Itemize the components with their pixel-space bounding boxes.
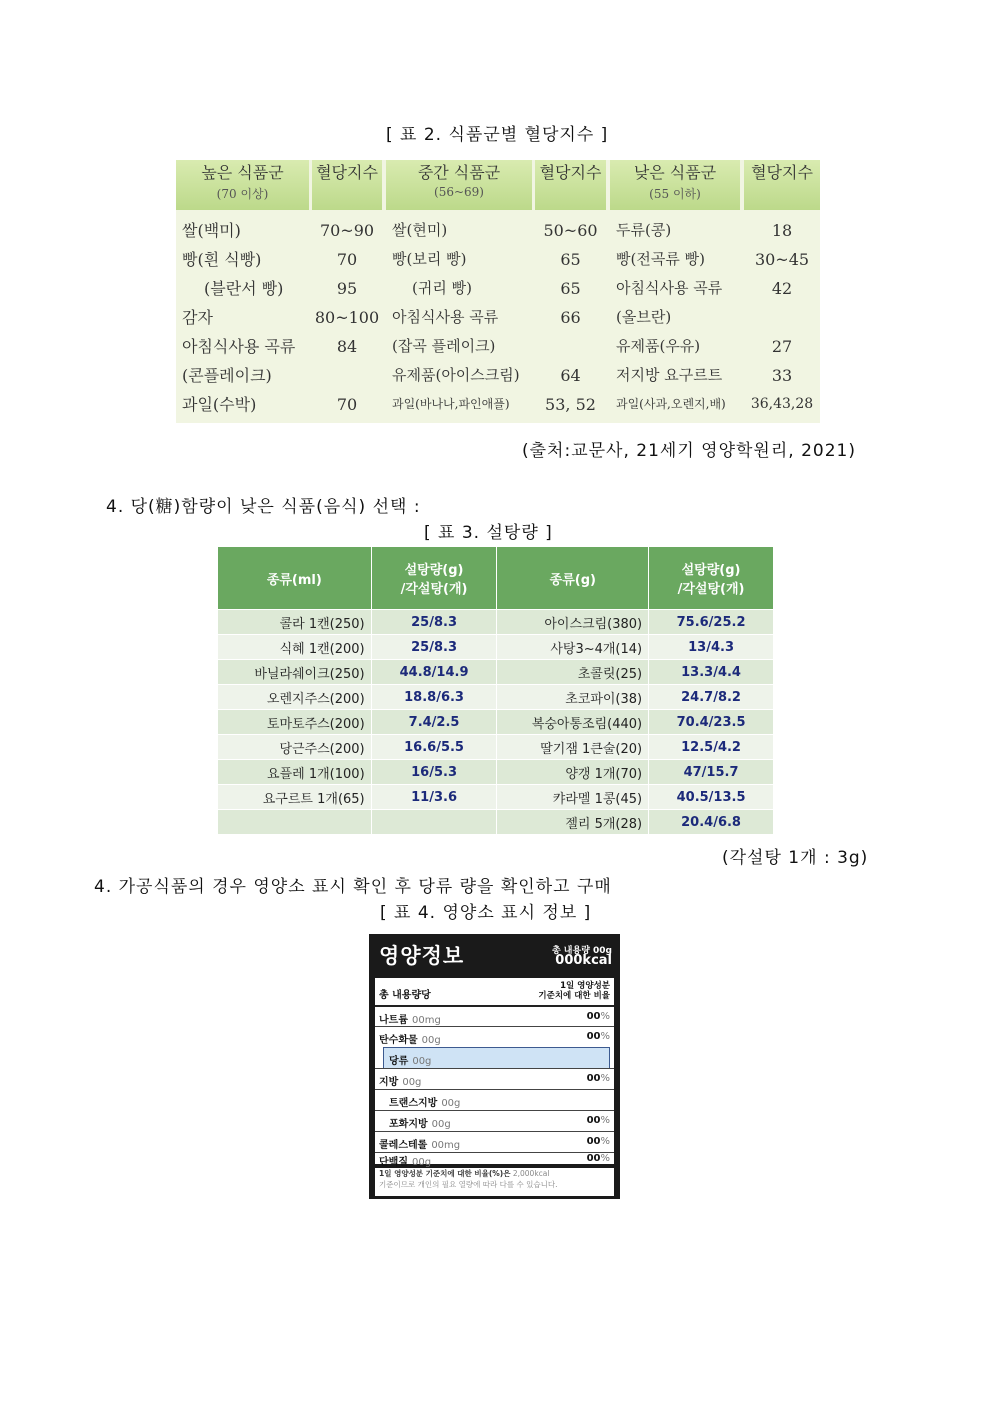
nutrition-label-header [369,934,620,978]
item-value: 70.4/23.5 [649,710,774,735]
gi-cell: 18 [771,221,793,240]
nutrient-row-sodium: 나트륨 00mg 00% [375,1005,614,1027]
daily-ratio-label: 1일 영양성분 기준치에 대한 비율 [538,981,610,1001]
item-value: 18.8/6.3 [371,685,497,710]
nutrient-row-protein: 단백질 00g 00% [375,1152,614,1165]
item-name: 캬라멜 1콩(45) [497,785,649,810]
table3-caption: [ 표 3. 설탕량 ] [424,523,553,543]
item-name: 식혜 1캔(200) [218,635,372,660]
nutrition-footnote: 1일 영양성분 기준치에 대한 비율(%)은 2,000kcal 기준이므로 개인의 필요 열량에 따라 다를 수 있습니다. [375,1168,614,1196]
item-name: 딸기잼 1큰술(20) [497,735,649,760]
item-value: 40.5/13.5 [649,785,774,810]
sugar-content-table [217,546,774,835]
item-value: 44.8/14.9 [371,660,497,685]
item-name: 요플레 1개(100) [218,760,372,785]
nutrient-row-carbohydrate: 탄수화물 00g 00% [375,1026,614,1047]
item-name: 오렌지주스(200) [218,685,372,710]
food-cell: 빵(전곡류 빵) [616,250,705,268]
header-main: 혈당지수 [751,163,813,182]
table-row [218,610,774,635]
item-value: 25/8.3 [371,635,497,660]
header-sugar-amount: 설탕량(g) /각설탕(개) [371,547,497,610]
table-row [218,785,774,810]
item-name: 젤리 5개(28) [497,810,649,835]
food-cell: (콘플레이크) [182,366,272,385]
item-name: 사탕3~4개(14) [497,635,649,660]
gi-cell: 80~100 [314,308,380,327]
gi-cell: 27 [771,337,793,356]
header-mid-foods [386,160,532,210]
food-cell: 빵(흰 식빵) [182,250,262,269]
food-cell: 아침식사용 곡류 [182,337,296,356]
table-row [218,735,774,760]
food-cell: (올브란) [616,308,672,326]
nutrient-row-sugars: 당류 00g [389,1056,432,1067]
gi-cell: 70 [336,395,358,414]
sugar-cube-note: (각설탕 1개 : 3g) [722,848,869,868]
item-value [371,810,497,835]
nutrient-row-trans-fat: 트랜스지방 00g [375,1089,614,1110]
total-amount: 총 내용량 00g [551,946,612,956]
high-gi-column [312,216,382,419]
header-main: 혈당지수 [539,163,602,182]
item-value: 20.4/6.8 [649,810,774,835]
gi-cell: 33 [771,366,793,385]
item-name: 아이스크림(380) [497,610,649,635]
gi-cell: 50~60 [543,221,598,240]
food-cell: 저지방 요구르트 [616,366,723,384]
food-cell: 과일(바나나,파인애플) [392,397,510,411]
gi-cell: 65 [560,279,581,298]
nutrition-title: 영양정보 [379,944,465,968]
nutrient-row-saturated-fat: 포화지방 00g 00% [375,1110,614,1131]
high-foods-column [182,216,312,419]
table-row [218,635,774,660]
header-gi-3 [744,160,820,210]
header-main: 중간 식품군 [417,163,501,182]
low-gi-column [744,216,820,419]
item-value: 13/4.3 [649,635,774,660]
item-name: 콜라 1캔(250) [218,610,372,635]
section-heading-processed-food: 4. 가공식품의 경우 영양소 표시 확인 후 당류 량을 확인하고 구매 [94,877,612,897]
gi-cell: 42 [771,279,793,298]
table2-source: (출처:교문사, 21세기 영양학원리, 2021) [522,441,856,461]
item-value: 75.6/25.2 [649,610,774,635]
food-cell: 빵(보리 빵) [392,250,467,268]
nutrient-row-fat: 지방 00g 00% [375,1068,614,1089]
item-value: 47/15.7 [649,760,774,785]
table-header-row [218,547,774,610]
food-cell: 과일(수박) [182,395,257,414]
calories: 000kcal [555,953,612,968]
header-gi-1 [312,160,382,210]
item-name [218,810,372,835]
per-amount-label: 총 내용량당 [379,990,431,1001]
header-sugar-amount: 설탕량(g) /각설탕(개) [649,547,774,610]
food-cell: 유제품(우유) [616,337,701,355]
item-value: 25/8.3 [371,610,497,635]
header-sub: (70 이상) [216,187,269,201]
gi-cell: 64 [560,366,581,385]
food-cell: 과일(사과,오렌지,배) [616,397,726,411]
nutrition-label-body [375,978,614,1168]
item-name: 요구르트 1개(65) [218,785,372,810]
gi-cell [744,303,820,332]
low-foods-column [616,216,744,419]
item-name: 바닐라쉐이크(250) [218,660,372,685]
item-name: 양갱 1개(70) [497,760,649,785]
table-row [218,660,774,685]
gi-cell: 70 [336,250,358,269]
gi-cell: 95 [336,279,358,298]
food-cell: 아침식사용 곡류 [616,279,723,297]
gi-cell [535,332,606,361]
item-value: 11/3.6 [371,785,497,810]
header-main: 낮은 식품군 [633,163,717,182]
table2-caption: [ 표 2. 식품군별 혈당지수 ] [386,125,609,145]
header-main: 높은 식품군 [201,163,284,182]
item-value: 16.6/5.5 [371,735,497,760]
header-type-ml: 종류(ml) [218,547,372,610]
item-value: 7.4/2.5 [371,710,497,735]
gi-cell [312,361,382,390]
food-cell: 쌀(현미) [392,221,448,239]
gi-cell: 53, 52 [545,395,596,414]
header-high-foods [176,160,309,210]
header-main: 혈당지수 [316,163,378,182]
food-cell: (잡곡 플레이크) [392,337,496,355]
item-name: 초코파이(38) [497,685,649,710]
item-name: 토마토주스(200) [218,710,372,735]
gi-cell: 36,43,28 [750,396,814,412]
item-name: 당근주스(200) [218,735,372,760]
item-value: 16/5.3 [371,760,497,785]
nutrition-facts-label [369,934,620,1199]
food-cell: (블란서 빵) [204,279,284,298]
per-amount-row [375,978,614,1004]
item-name: 복숭아통조림(440) [497,710,649,735]
gi-cell: 66 [560,308,581,327]
table-row [218,710,774,735]
item-value: 13.3/4.4 [649,660,774,685]
gi-cell: 70~90 [319,221,375,240]
table-row [218,810,774,835]
food-cell: 감자 [182,308,213,327]
item-name: 초콜릿(25) [497,660,649,685]
mid-foods-column [392,216,534,419]
table-row [218,685,774,710]
table4-caption: [ 표 4. 영양소 표시 정보 ] [380,903,592,923]
nutrient-row-cholesterol: 콜레스테롤 00mg 00% [375,1131,614,1152]
food-cell: 두류(콩) [616,221,672,239]
gi-cell: 30~45 [754,250,810,269]
header-sub: (56~69) [434,185,484,199]
item-value: 24.7/8.2 [649,685,774,710]
food-cell: 쌀(백미) [182,221,241,240]
table-row [218,760,774,785]
gi-cell: 65 [560,250,581,269]
gi-cell: 84 [336,337,358,356]
food-cell: 아침식사용 곡류 [392,308,499,326]
item-value: 12.5/4.2 [649,735,774,760]
header-low-foods [610,160,740,210]
mid-gi-column [535,216,606,419]
header-gi-2 [535,160,606,210]
food-cell: 유제품(아이스크림) [392,366,520,384]
header-type-g: 종류(g) [497,547,649,610]
header-sub: (55 이하) [649,187,701,201]
food-cell: (귀리 빵) [412,279,472,297]
glycemic-index-table [176,160,820,423]
section-heading-low-sugar: 4. 당(糖)함량이 낮은 식품(음식) 선택 : [106,497,421,517]
